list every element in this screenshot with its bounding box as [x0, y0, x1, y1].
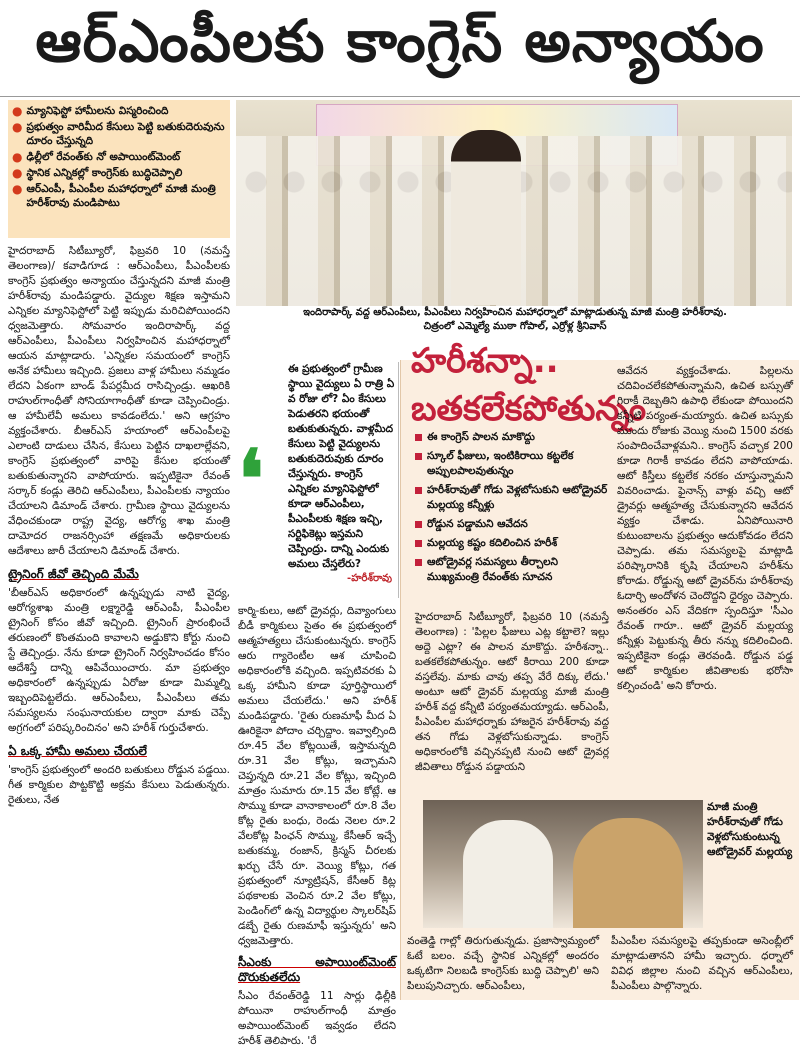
bullet-dot-icon: ●: [12, 104, 23, 118]
article-paragraph: పీఎంపీల సమస్యలపై తప్పకుండా అసెంబ్లీలో మాట్లాడుతానని హామీ ఇచ్చారు. ధర్నాలో వివిధ జిల్లాల నుంచి వచ్చిన ఆర్‌ఎంపీలు, పీఎంపీలు పాల్గొన్నారు.: [611, 935, 793, 992]
square-bullet-icon: [415, 434, 422, 441]
panel-highlight-item: ఈ కాంగ్రెస్ పాలన మాకొద్దు: [415, 430, 610, 445]
bullet-dot-icon: ●: [12, 120, 23, 134]
panel-title: హరీశన్నా.. బతకలేకపోతున్నం: [411, 341, 647, 429]
dharna-photo: [236, 100, 792, 306]
square-bullet-icon: [415, 521, 422, 528]
article-paragraph: వంతెడ్డి గాల్లో తిరుగుతున్నడు. ప్రజాస్వామ్యంలో ఓటే బలం. వచ్చే స్థానిక ఎన్నికల్లో అందరం ఒక్కటిగా నిలబడి కాంగ్రెస్‌కు బుద్ధి చెప్పాలి' అని పిలుపునిచ్చారు. ఆర్‌ఎంపీలు,: [407, 935, 599, 992]
bullet-dot-icon: ●: [12, 166, 23, 180]
article-paragraph: 'బీఆర్‌ఎస్ అధికారంలో ఉన్నప్పుడు నాటి వైద్య, ఆరోగ్యశాఖ మంత్రి లక్ష్మారెడ్డి ఆర్‌ఎంపీ, పీఎంపీల ట్రైనింగ్ కోసం జీవో ఇచ్చింది. ట్రైనింగ్ ప్రారంభించే తరుణంలో కొంతమంది కావాలని అడ్డుకొని కోర్టు నుంచి స్టే తెచ్చిండ్రు. నేను కూడా ట్రైనింగ్ నిర్వహించడం కోసం ఆదేశిస్తే దాన్ని ఆపివేయించారు. మా ప్రభుత్వం అధికారంలో ఉన్నప్పుడు ఏరోజు కూడా మిమ్మల్ని ఇబ్బందిపెట్టలేదు. ఆర్‌ఎంపీలు, పీఎంపీలు తమ సమస్యలను సంఘనాయకుల ద్వారా మాకు చెప్పే అగ్రగంలో పరిష్కరించినం' అని హరీశ్ గుర్తుచేశారు.: [8, 587, 230, 734]
panel-highlight-item: హరీశ్‌రావుతో గోడు వెళ్లబోసుకుని ఆటోడ్రైవర్ మల్లయ్య కన్నీళ్లు: [415, 483, 610, 513]
subheading: సీఎంకు అపాయింట్‌మెంట్ దొరుకుతలేదు: [238, 955, 396, 984]
highlight-item: ● ఆర్‌ఎంపీ, పీఎంపీల మహాధర్నాలో మాజీ మంత్రి హరీశ్‌రావు మండిపాటు: [12, 182, 216, 209]
square-bullet-icon: [415, 453, 422, 460]
square-bullet-icon: [415, 487, 422, 494]
panel-column-1: [415, 610, 609, 795]
subheading: ఏ ఒక్క హామీ అమలు చేయలే: [8, 744, 147, 758]
photo2-caption: మాజీ మంత్రి హరీశ్‌రావుతో గోడు వెళ్లబోసుకుంటున్న ఆటోడ్రైవర్ మల్లయ్య: [707, 801, 793, 858]
panel-highlight-item: స్కూల్ ఫీజులు, ఇంటికిరాయి కట్టలేక అప్పులపాలవుతున్నం: [415, 449, 610, 479]
highlight-item: ● ఢిల్లీలో రేవంత్‌కు నో అపాయింట్‌మెంట్: [12, 150, 181, 164]
article-paragraph: హైదరాబాద్ సిటీబ్యూరో, ఫిబ్రవరి 10 (నమస్తే తెలంగాణ)/ కవాడిగూడ : ఆర్‌ఎంపీలు, పీఎంపీలకు కాంగ్రెస్ ప్రభుత్వం అన్యాయం చేస్తున్నదని మాజీ మంత్రి హరీశ్‌రావు మండిపడ్డారు. వైద్యుల శిక్షణ ఇస్తామని ఎన్నికల మ్యానిఫెస్టోలో పెట్టి ఇప్పుడు మరిచిపోయిందని ధ్వజమెత్తారు. సోమవారం ఇందిరాపార్క్ వద్ద ఆర్‌ఎంపీలు, పీఎంపీలు నిర్వహించిన మహాధర్నాలో ఆయన మాట్లాడారు. 'ఎన్నికల సమయంలో కాంగ్రెస్ అనేక హామీలు ఇచ్చింది. ప్రజలు వాళ్ల హామీలు నమ్మడం లేదని ఏకంగా బాండ్ పేపర్లమీద రాసిచ్చిండ్రు. ఆఖరికి రాహుల్‌గాంధీతో సోనియాగాంధీతో కూడా చెప్పించిండ్రు. ఆ హామీలేవీ అమలు కావడంలేదు.' అని ఆగ్రహం వ్యక్తంచేశారు. బీఆర్‌ఎస్ హయాంలో ఆర్‌ఎంపీలపై ఎలాంటి దాడులు చేసిన, కేసులు పెట్టిన దాఖలాల్లేవని, కాంగ్రెస్ ప్రభుత్వంలో వారిపై కేసుల భయంతో బతుకుతున్నారని వాపోయారు. ఇప్పటికైనా రేవంత్ సర్కార్ కండ్లు తెరిచి ఆర్‌ఎంపీలు, పీఎంపీలకు న్యాయం చేయాలని డిమాండ్ చేశారు. గ్రామీణ స్థాయి వైద్యులను వేధించకుండా రాష్ట్ర వైద్య, ఆరోగ్య శాఖ మంత్రి దామోదర రాజనర్సింహా తక్షణమే అధికారులకు ఆదేశాలు జారీ చేయాలని డిమాండ్ చేశారు.: [8, 245, 230, 557]
quote-signature: -హరీశ్‌రావు: [347, 573, 392, 584]
panel-highlights: [415, 430, 610, 589]
square-bullet-icon: [415, 559, 422, 566]
subheading: ట్రైనింగ్ జీవో తెచ్చింది మేమే: [8, 567, 139, 581]
panel-highlight-item: ఆటోడ్రైవర్ల సమస్యలు తీర్చాలని ముఖ్యమంత్రి రేవంత్‌కు సూచన: [415, 555, 610, 585]
photo-caption: ఇందిరాపార్క్ వద్ద ఆర్‌ఎంపీలు, పీఎంపీలు నిర్వహించిన మహాధర్నాలో మాట్లాడుతున్న మాజీ మంత్రి హరీశ్‌రావు. చిత్రంలో ఎమ్మెల్యే ముఠా గోపాల్, ఎర్రోళ్ల శ్రీనివాస్: [303, 307, 727, 332]
article-paragraph: 'కాంగ్రెస్ ప్రభుత్వంలో అందరి బతుకులు రోడ్డున పడ్డయి. గీత కార్మికుల పొట్టకొట్టి అక్రమ కేసులు పెడుతున్నరు. రైతులు, నేత: [8, 764, 230, 806]
panel-bottom-left: [407, 934, 599, 996]
left-column: [8, 244, 230, 1004]
side-story-panel: [400, 341, 799, 1000]
headline: ఆర్‌ఎంపీలకు కాంగ్రెస్ అన్యాయం: [0, 0, 800, 97]
bullet-dot-icon: ●: [12, 150, 23, 164]
article-paragraph: ఆవేదన వ్యక్తంచేశాడు. పిల్లలను చదివించలేకపోతున్నామని, ఉచిత బస్సుతో గిరాకీ దెబ్బతిని ఉపాధి లేకుండా పోయిందని కన్నీటి పర్యంత-మయ్యారు. ఉచిత బస్సుకు ముందు రోజుకు వెయ్యి నుంచి 1500 వరకు సంపాదించేవాళ్లమని.. కాంగ్రెస్ వచ్చాక 200 కూడా గిరాకీ కావడం లేదని వాపోయాడు. ఆటో కిస్తీలు కట్టలేక నరకం చూస్తున్నామని వివరించాడు. ఫైనాన్స్ వాళ్లు వచ్చి ఆటో డ్రైవర్లు ఆత్మహత్య చేసుకున్నారని ఆవేదన వ్యక్తం చేశాడు. ఏనిపోయినారి కుటుంబాలను ప్రభుత్వం ఆదుకోవడం లేదని చెప్పాడు. తమ సమస్యలపై మాట్లాడి పరిష్కారానికి కృషి చేయాలని హరీశ్‌ను కోరాడు. రోడ్డున్న ఆటో డ్రైవర్‌ను హరీశ్‌రావు ఓదార్చి అందోళన చెందొద్దని ధైర్యం చెప్పారు. అనంతరం ఎస్ వేదికగా స్పందిస్తూ 'సీఎం రేవంత్ గారూ.. ఆటో డ్రైవర్ మల్లయ్య కన్నీళ్లు పెట్టుకున్న తీరు నన్ను కదిలించింది. ఇప్పటికైనా కండ్లు తెరవండి. రోడ్డున పడ్డ ఆటో కార్మికుల జీవితాలకు భరోసా కల్పించండి' అని కోరారు.: [617, 365, 793, 692]
speaker-figure: [451, 130, 521, 305]
driver-figure: [573, 818, 683, 928]
article-paragraph: కార్మి-కులు, ఆటో డ్రైవర్లు, దివ్యాంగులు బీడీ కార్మికులు సైతం ఈ ప్రభుత్వంలో ఆత్మహత్యలు చేసుకుంటున్నరు. కాంగ్రెస్ ఆరు గ్యారెంటీల ఆశ చూపించి అధికారంలోకి వచ్చింది. ఇప్పటివరకు ఏ ఒక్క హామీని కూడా పూర్తిస్థాయిలో అమలు చేయలేదు.' అని హరీశ్ మండిపడ్డారు. 'రైతు రుణమాఫీ మీద ఏ ఊరికైనా పోదాం చర్చిద్దాం. ఇవ్వాల్సింది రూ.45 వేల కోట్లయితే, ఇస్తామన్నది రూ.31 వేల కోట్లు, ఇచ్చామని చెప్తున్నది రూ.21 వేల కోట్లు, ఇచ్చింది మాత్రం సుమారు రూ.15 వేల కోట్లే. ఆ సొమ్ము కూడా వానాకాలంలో రూ.8 వేల కోట్ల రైతు బంధు, రెండు నెలల రూ.2 వేలకోట్ల పింఛన్ సొమ్ము, కేసీఆర్ ఇచ్చే బతుకమ్మ, రంజాన్, క్రిస్మస్ చీరలకు ఖర్చు చేసే రూ. వెయ్యి కోట్లు, గత ప్రభుత్వంలో న్యూట్రిషన్, కేసీఆర్ కిట్ల పథకాలకు వెంచిన రూ.2 వేల కోట్లు, పెండింగ్‌లో ఉన్న విద్యార్థుల స్కాలర్‌షిప్ డబ్బే రైతు రుణమాఫీ ఇస్తున్నరు' అని ధ్వజమెత్తారు.: [238, 605, 396, 947]
quote-mark-icon: ❛: [238, 432, 264, 526]
article-paragraph: హైదరాబాద్ సిటీబ్యూరో, ఫిబ్రవరి 10 (నమస్తే తెలంగాణ) : 'పిల్లల ఫీజులు ఎట్ల కట్టాలె? ఇల్లు అద్దె ఎట్లా? ఈ పాలన మాకొద్దు. హరీశన్నా.. బతకలేకపోతున్నం. ఆటో కిరాయి 200 కూడా వస్తలేవు. మాకు చావు తప్ప వేరే దిక్కు లేదు.' అంటూ ఆటో డ్రైవర్ మల్లయ్య మాజీ మంత్రి హరీశ్ వద్ద కన్నీటి పర్యంతమయ్యాడు. ఆర్‌ఎంపీ, పీఎంపీల మహాధర్నాకు హాజరైన హరీశ్‌రావు వద్ద తన గోడు వెళ్లబోసుకున్నాడు. కాంగ్రెస్ అధికారంలోకి వచ్చినప్పటి నుంచి ఆటో డ్రైవర్ల జీవితాలు రోడ్డున పడ్డాయని: [415, 611, 609, 773]
auto-driver-photo: [423, 800, 703, 928]
middle-column: [238, 604, 396, 1047]
panel-highlight-item: మల్లయ్య కష్టం కదిలించిన హరీశ్: [415, 536, 610, 551]
highlight-item: ● ప్రభుత్వం వారిమీద కేసులు పెట్టి బతుకుదెరువును దూరం చేస్తున్నది: [12, 120, 225, 147]
quote-text: ఈ ప్రభుత్వంలో గ్రామీణ స్థాయి వైద్యులు ఏ రాత్రి ఏ వ రోజు లో? ఏం కేసులు పెడుతరని భయంతో బతుకుతున్నరు. వాళ్లమీద కేసులు పెట్టి వైద్యులను బతుకుదెరువుకు దూరం చేస్తున్నరు. కాంగ్రెస్ ఎన్నికల మ్యానిఫెస్టోలో కూడా ఆర్‌ఎంపీలు, పీఎంపీలకు శిక్షణ ఇచ్చి, సర్టిఫికెట్లు ఇస్తమని చెప్పింద్రు. దాన్ని ఎందుకు అమలు చేస్తలేరు?: [288, 363, 395, 570]
highlight-item: ● స్థానిక ఎన్నికల్లో కాంగ్రెస్‌కు బుద్ధిచెప్పాలి: [12, 166, 183, 180]
harish-figure: [463, 820, 553, 928]
highlights-box: [8, 100, 230, 238]
bullet-dot-icon: ●: [12, 182, 23, 196]
panel-bottom-right: [611, 934, 793, 996]
panel-highlight-item: రోడ్డున పడ్డామని ఆవేదన: [415, 517, 610, 532]
quote-box: [238, 362, 399, 598]
panel-column-2: [617, 364, 793, 794]
article-paragraph: సీఎం రేవంత్‌రెడ్డి 11 సార్లు ఢిల్లీకి పోయినా రాహుల్‌గాంధీ మాత్రం అపాయింట్‌మెంట్ ఇవ్వడం లేదని హరీశ్ తెలిపారు. 'రే: [238, 990, 396, 1047]
square-bullet-icon: [415, 540, 422, 547]
highlight-item: ● మ్యానిఫెస్టో హామీలను విస్మరించింది: [12, 104, 169, 118]
